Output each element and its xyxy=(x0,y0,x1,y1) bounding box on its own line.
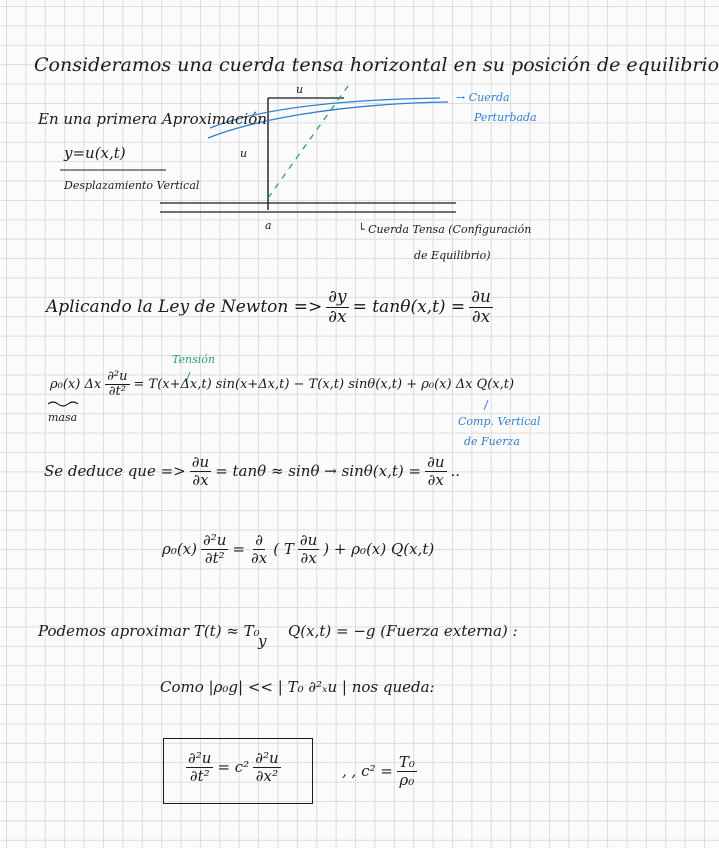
deduce-den-1: ∂x xyxy=(192,470,209,489)
tense-label-2: de Equilibrio) xyxy=(414,249,491,262)
wave-den-2: ∂x² xyxy=(255,766,279,785)
wave-speed-den: ρ₀ xyxy=(399,770,415,789)
pde-frac-2 xyxy=(249,532,269,566)
deduce-equation xyxy=(42,454,462,488)
pde-frac-3 xyxy=(298,532,319,566)
tangent-line xyxy=(268,83,348,198)
perturbed-label-1: → Cuerda xyxy=(456,91,510,104)
wave-frac-2 xyxy=(253,750,280,784)
du-num: ∂u xyxy=(471,287,491,307)
deduce-num-1: ∂u xyxy=(191,453,210,471)
force-rhs: = T(x+Δx,t) sin(x+Δx,t) − T(x,t) sinθ(x,t) + ρ₀(x) Δx Q(x,t) xyxy=(133,377,515,393)
como-text: Como |ρ₀g| << | T₀ ∂²ₓu | nos queda: xyxy=(160,678,435,696)
approx-text-2: Q(x,t) = −g (Fuerza externa) : xyxy=(288,622,518,640)
du-dx-fraction xyxy=(469,288,493,326)
x-label: a xyxy=(265,219,272,232)
u-side-label: u xyxy=(240,147,248,160)
deduce-middle: = tanθ ≈ sinθ → sinθ(x,t) = xyxy=(215,462,422,480)
tense-label-1: └ Cuerda Tensa (Configuración xyxy=(358,223,532,236)
vertical-force-label-1: Comp. Vertical xyxy=(458,415,541,428)
deduce-lead: Se deduce que => xyxy=(44,462,186,480)
newton-equation xyxy=(44,288,495,326)
pde-num-2: ∂ xyxy=(255,531,263,549)
vertical-force-arrow xyxy=(484,400,488,410)
wave-frac-1 xyxy=(186,750,213,784)
masa-brace xyxy=(48,402,78,406)
approx-text: Podemos aproximar T(t) ≈ T₀ xyxy=(38,622,260,640)
pde-den-1: ∂t² xyxy=(204,548,225,567)
deduce-tail: .. xyxy=(450,462,461,480)
wave-equation xyxy=(184,750,283,784)
pde-num-1: ∂²u xyxy=(203,531,227,549)
y-equation: y=u(x,t) xyxy=(64,144,126,162)
masa-label: masa xyxy=(48,411,78,424)
dx-den: ∂x xyxy=(328,306,347,327)
newton-lead: Aplicando la Ley de Newton => xyxy=(46,297,323,318)
pde-den-3: ∂x xyxy=(300,548,317,567)
intro-text: Consideramos una cuerda tensa horizontal en su posición de equilibrio xyxy=(34,54,719,76)
d2u-num: ∂²u xyxy=(107,369,128,384)
deduce-num-2: ∂u xyxy=(427,453,445,471)
pde-frac-1 xyxy=(201,532,228,566)
wave-mid: = c² xyxy=(217,758,250,776)
tension-label: Tensión xyxy=(172,353,215,366)
pde-num-3: ∂u xyxy=(299,531,318,549)
wave-speed-num: T₀ xyxy=(398,753,415,771)
u-top-label: u xyxy=(296,83,304,96)
deduce-frac-2 xyxy=(425,454,446,488)
deduce-den-2: ∂x xyxy=(427,470,444,489)
wave-num-1: ∂²u xyxy=(188,749,212,767)
newton-middle: = tanθ(x,t) = xyxy=(352,297,466,318)
pde-equation xyxy=(160,532,436,566)
dy-num: ∂y xyxy=(328,287,347,307)
wave-den-1: ∂t² xyxy=(189,766,210,785)
perturbed-label-2: Perturbada xyxy=(474,111,537,124)
dt2-den: ∂t² xyxy=(108,384,126,400)
force-equation xyxy=(48,370,516,400)
force-lhs: ρ₀(x) Δx xyxy=(50,377,102,393)
pde-den-2: ∂x xyxy=(251,548,268,567)
pde-eq: = xyxy=(232,540,246,558)
pde-inner-open: ( T xyxy=(273,540,294,558)
wave-num-2: ∂²u xyxy=(255,749,279,767)
deduce-frac-1 xyxy=(190,454,211,488)
dy-dx-fraction xyxy=(326,288,348,326)
approx-label: En una primera Aproximación xyxy=(38,110,267,128)
wave-speed xyxy=(340,754,419,788)
d2u-dt2-fraction xyxy=(105,370,129,400)
wave-speed-lead: , , c² = xyxy=(342,762,393,780)
vertical-force-label-2: de Fuerza xyxy=(464,435,520,448)
pde-lhs: ρ₀(x) xyxy=(162,540,197,558)
displacement-label: Desplazamiento Vertical xyxy=(64,179,200,192)
pde-rest: ) + ρ₀(x) Q(x,t) xyxy=(323,540,435,558)
approx-y: y xyxy=(258,632,267,650)
wave-speed-frac xyxy=(397,754,417,788)
du-den: ∂x xyxy=(471,306,491,327)
